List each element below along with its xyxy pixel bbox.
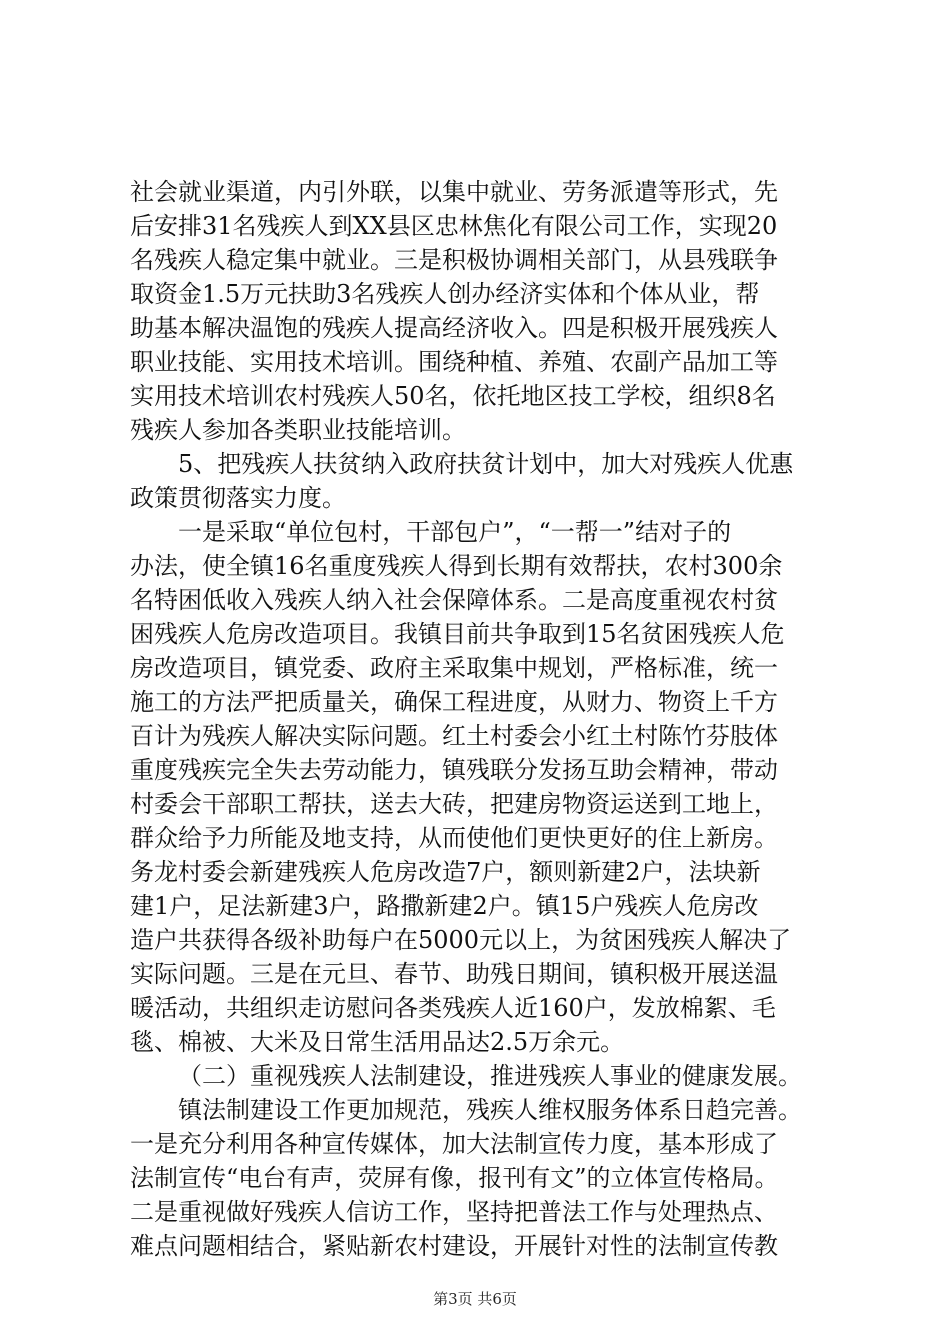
text-line: 造户共获得各级补助每户在5000元以上，为贫困残疾人解决了 (130, 926, 792, 954)
text-line: 暖活动，共组织走访慰问各类残疾人近160户，发放棉絮、毛 (130, 994, 776, 1022)
text-line: 实用技术培训农村残疾人50名，依托地区技工学校，组织8名 (130, 382, 776, 410)
text-line: 残疾人参加各类职业技能培训。 (130, 416, 466, 444)
text-line: 一是充分利用各种宣传媒体，加大法制宣传力度，基本形成了 (130, 1130, 778, 1158)
section-heading-2: （二）重视残疾人法制建设，推进残疾人事业的健康发展。 (178, 1062, 802, 1090)
text-line: 政策贯彻落实力度。 (130, 484, 346, 512)
text-line: 社会就业渠道，内引外联，以集中就业、劳务派遣等形式，先 (130, 178, 778, 206)
text-line: 难点问题相结合，紧贴新农村建设，开展针对性的法制宣传教 (130, 1232, 778, 1260)
text-line: 取资金1.5万元扶助3名残疾人创办经济实体和个体从业，帮 (130, 280, 760, 308)
text-line: 实际问题。三是在元旦、春节、助残日期间，镇积极开展送温 (130, 960, 778, 988)
section-heading-5: 5、把残疾人扶贫纳入政府扶贫计划中，加大对残疾人优惠 (178, 450, 794, 478)
text-line: 重度残疾完全失去劳动能力，镇残联分发扬互助会精神，带动 (130, 756, 778, 784)
text-line: 毯、棉被、大米及日常生活用品达2.5万余元。 (130, 1028, 625, 1056)
text-line: 房改造项目，镇党委、政府主采取集中规划，严格标准，统一 (130, 654, 778, 682)
text-line: 后安排31名残疾人到XX县区忠林焦化有限公司工作，实现20 (130, 212, 778, 240)
text-line: 务龙村委会新建残疾人危房改造7户，额则新建2户，法块新 (130, 858, 761, 886)
text-line: 镇法制建设工作更加规范，残疾人维权服务体系日趋完善。 (178, 1096, 802, 1124)
text-line: 群众给予力所能及地支持，从而使他们更快更好的住上新房。 (130, 824, 778, 852)
text-line: 建1户，足法新建3户，路撒新建2户。镇15户残疾人危房改 (130, 892, 759, 920)
text-line: 职业技能、实用技术培训。围绕种植、养殖、农副产品加工等 (130, 348, 778, 376)
text-line: 名残疾人稳定集中就业。三是积极协调相关部门，从县残联争 (130, 246, 778, 274)
text-line: 一是采取“单位包村，干部包户”，“一帮一”结对子的 (178, 518, 732, 546)
text-line: 施工的方法严把质量关，确保工程进度，从财力、物资上千方 (130, 688, 778, 716)
text-line: 名特困低收入残疾人纳入社会保障体系。二是高度重视农村贫 (130, 586, 778, 614)
text-line: 助基本解决温饱的残疾人提高经济收入。四是积极开展残疾人 (130, 314, 778, 342)
text-line: 法制宣传“电台有声，荧屏有像，报刊有文”的立体宣传格局。 (130, 1164, 779, 1192)
text-line: 村委会干部职工帮扶，送去大砖，把建房物资运送到工地上， (130, 790, 778, 818)
text-line: 二是重视做好残疾人信访工作，坚持把普法工作与处理热点、 (130, 1198, 778, 1226)
text-line: 百计为残疾人解决实际问题。红土村委会小红土村陈竹芬肢体 (130, 722, 778, 750)
text-line: 困残疾人危房改造项目。我镇目前共争取到15名贫困残疾人危 (130, 620, 785, 648)
text-line: 办法，使全镇16名重度残疾人得到长期有效帮扶，农村300余 (130, 552, 783, 580)
page-number-footer: 第3页 共6页 (433, 1290, 517, 1308)
